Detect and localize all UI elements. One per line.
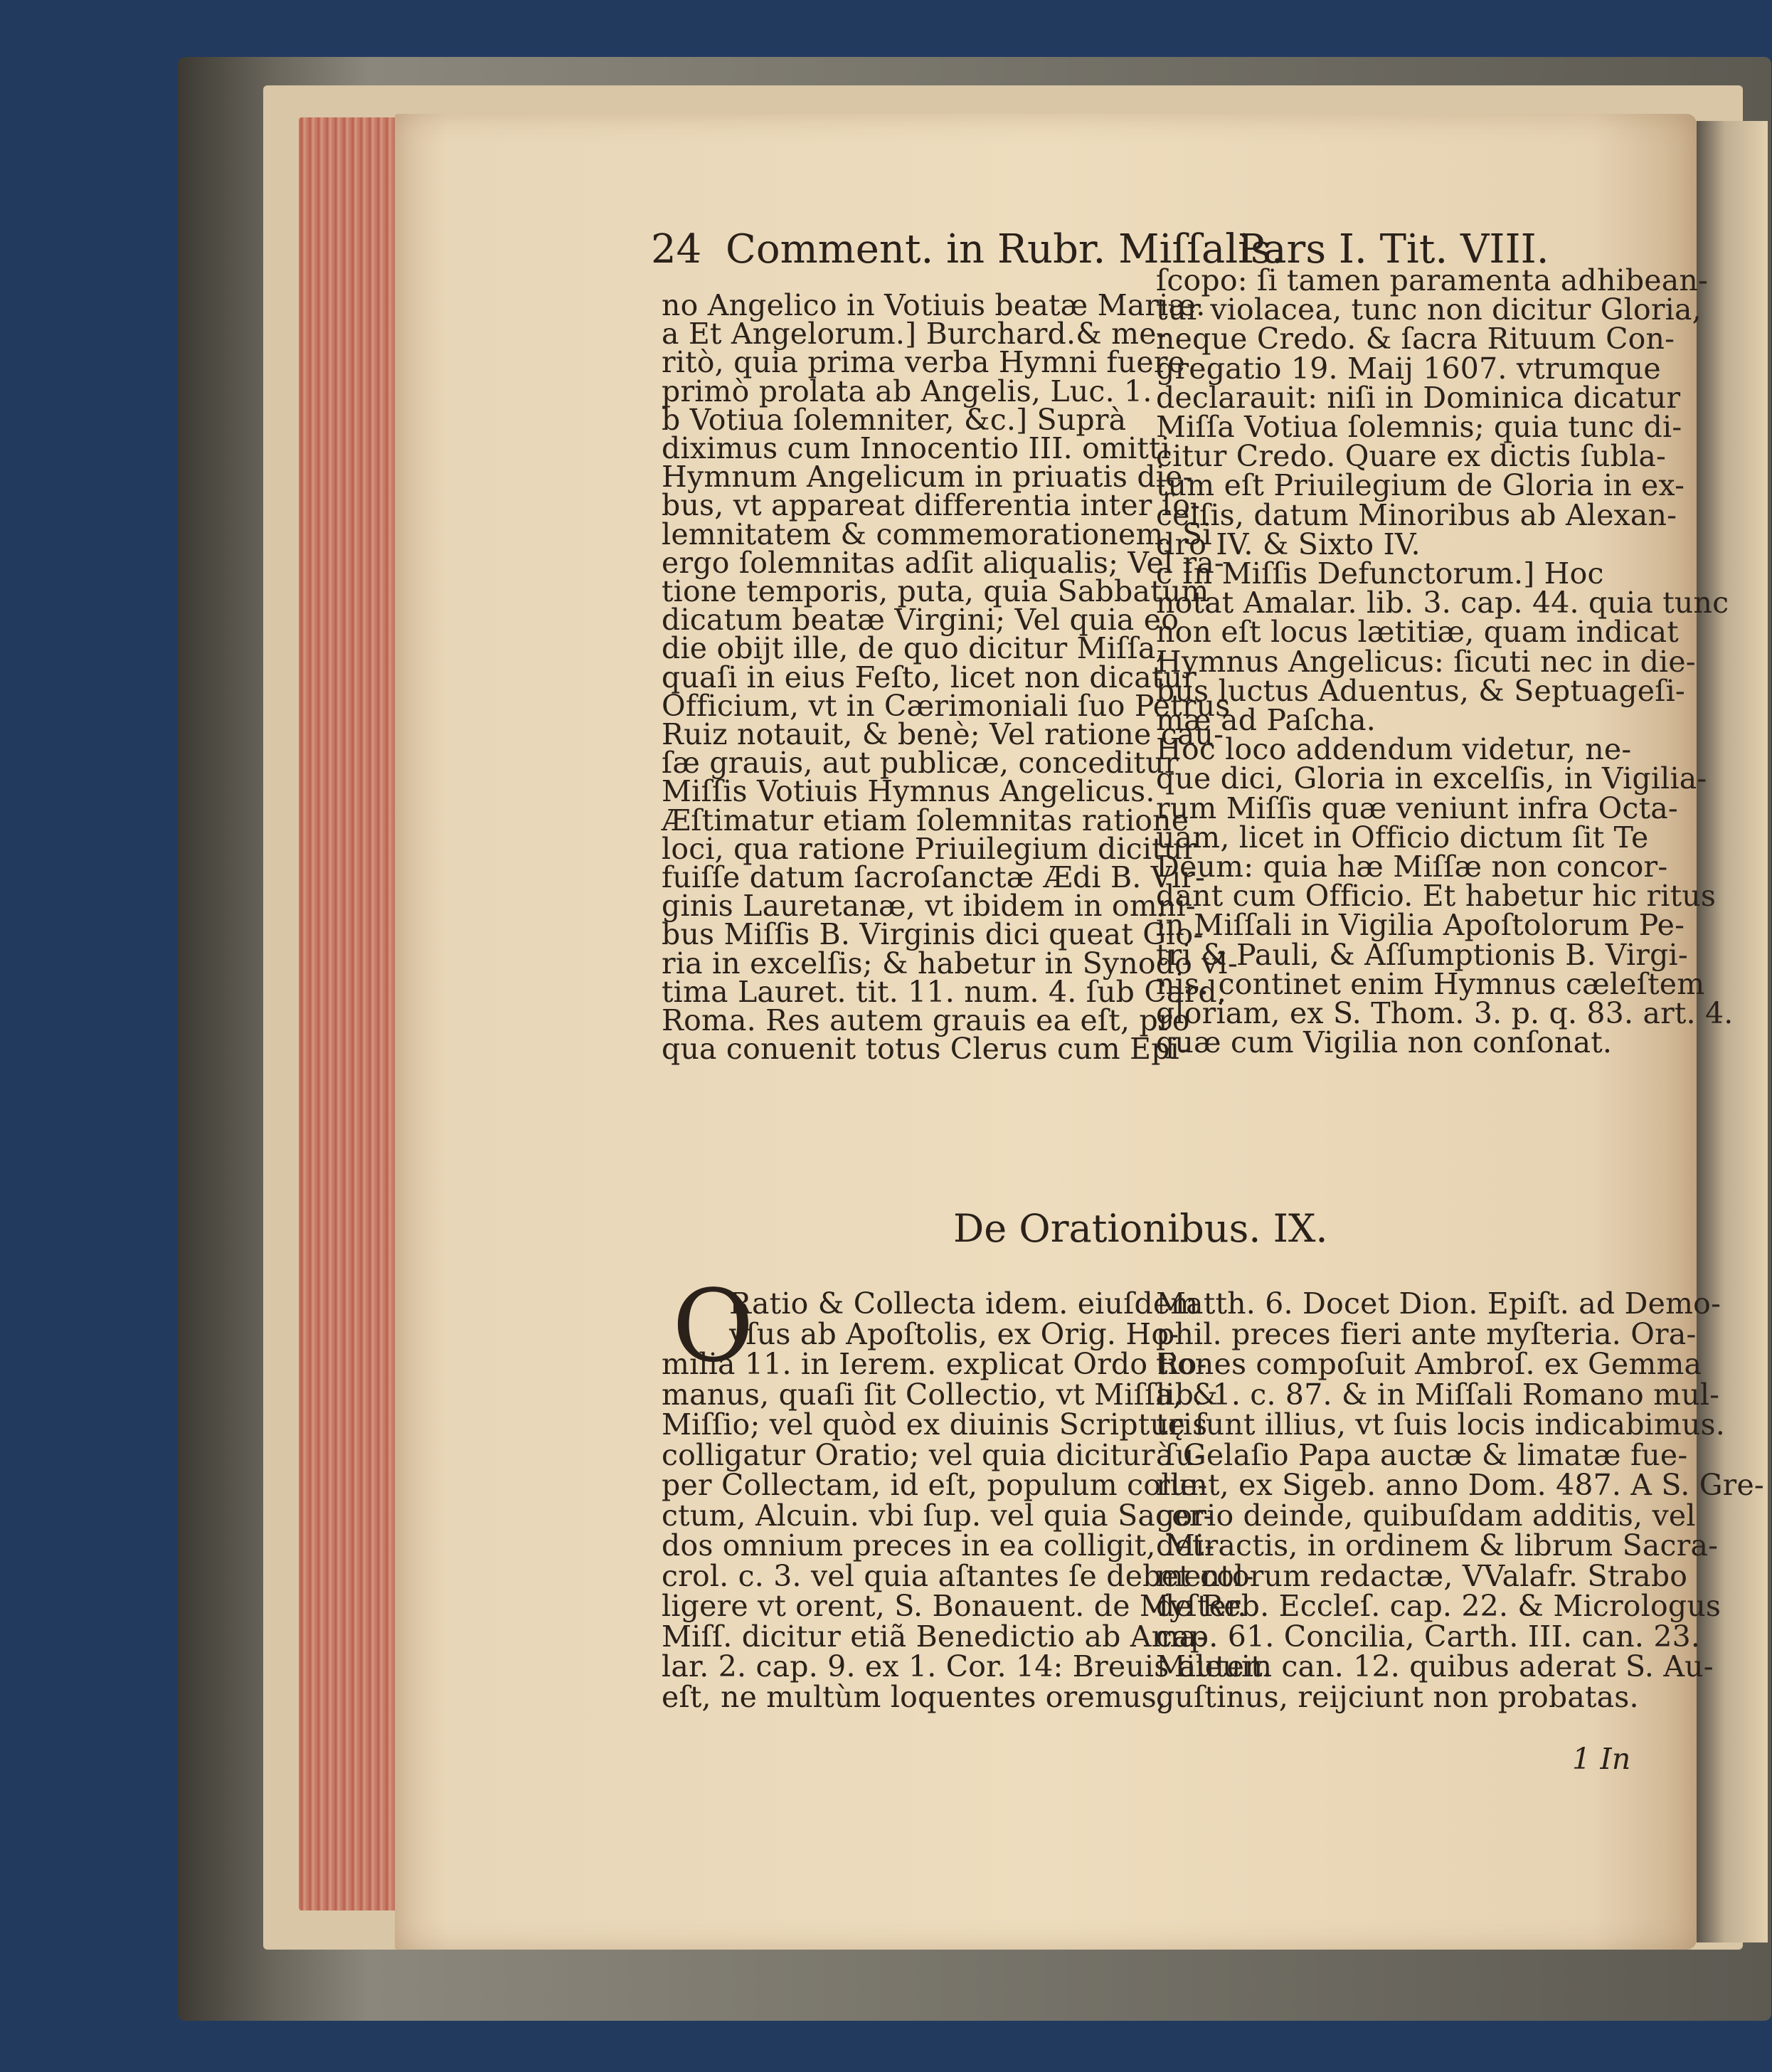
text-line: nis. continet enim Hymnus cæleſtem (1156, 966, 1705, 1001)
text-line: que dici, Gloria in excelſis, in Vigilia- (1156, 761, 1707, 796)
text-line: tum eſt Priuilegium de Gloria in ex- (1156, 468, 1685, 503)
text-line: lar. 2. cap. 9. ex 1. Cor. 14: Breuis autem (662, 1649, 1273, 1684)
text-line: Officium, vt in Cærimoniali ſuo Petrus (662, 688, 1231, 723)
text-line: qua conuenit totus Clerus cum Epi- (662, 1032, 1190, 1067)
text-line: runt, ex Sigeb. anno Dom. 487. A S. Gre- (1156, 1468, 1764, 1502)
text-line: ria in excelſis; & habetur in Synodo vl- (662, 946, 1238, 980)
text-line: fuiſſe datum ſacroſanctæ Ædi B. Vir- (662, 860, 1205, 894)
text-line: dos omnium preces in ea colligit, Mi- (662, 1528, 1215, 1563)
text-line: Matth. 6. Docet Dion. Epiſt. ad Demo- (1156, 1286, 1721, 1321)
text-line: bus Miſſis B. Virginis dici queat Glo- (662, 917, 1204, 952)
text-line: b Votiua ſolemniter, &c.] Suprà (662, 402, 1127, 437)
text-line: notat Amalar. lib. 3. cap. 44. quia tunc (1156, 586, 1729, 620)
running-title: Comment. in Rubr. Miſſalis. (726, 226, 1284, 273)
text-line: tę ſunt illius, vt ſuis locis indicabimus. (1156, 1407, 1726, 1442)
text-line: tri & Pauli, & Aſſumptionis B. Virgi- (1156, 937, 1688, 972)
text-line: diximus cum Innocentio III. omitti (662, 431, 1171, 465)
page-number: 24 (651, 226, 702, 273)
text-line: a Et Angelorum.] Burchard.& me- (662, 317, 1167, 352)
text-line: detractis, in ordinem & librum Sacra- (1156, 1528, 1719, 1563)
text-line: Mileuit. can. 12. quibus aderat S. Au- (1156, 1649, 1714, 1684)
text-line: gregatio 19. Maij 1607. vtrumque (1156, 351, 1661, 386)
text-line: manus, quaſi ſit Collectio, vt Miſſa, & (662, 1377, 1219, 1412)
text-line: ligere vt orent, S. Bonauent. de Myſter. (662, 1589, 1247, 1623)
text-line: tima Lauret. tit. 11. num. 4. ſub Card. (662, 974, 1227, 1009)
text-line: Miſſio; vel quòd ex diuinis Scripturis (662, 1407, 1208, 1442)
text-line: celſis, datum Minoribus ab Alexan- (1156, 497, 1677, 532)
text-line: tur violacea, tunc non dicitur Gloria, (1156, 292, 1702, 327)
part-title: Pars I. Tit. VIII. (1238, 226, 1549, 273)
text-line: loci, qua ratione Priuilegium dicitur (662, 831, 1197, 866)
text-line: mentorum redactæ, VValafr. Strabo (1156, 1558, 1688, 1593)
text-line: mæ ad Paſcha. (1156, 703, 1376, 737)
text-line: primò prolata ab Angelis, Luc. 1. (662, 374, 1152, 408)
text-line: ritò, quia prima verba Hymni fuere (662, 345, 1186, 380)
text-line: gloriam, ex S. Thom. 3. p. q. 83. art. 4. (1156, 996, 1734, 1030)
text-line: colligatur Oratio; vel quia dicitur ſu- (662, 1437, 1204, 1472)
section-title: De Orationibus. IX. (953, 1206, 1328, 1251)
text-line: rum Miſſis quæ veniunt infra Octa- (1156, 791, 1678, 825)
text-line: dant cum Officio. Et habetur hic ritus (1156, 879, 1717, 914)
text-line: tione temporis, puta, quia Sabbatum (662, 574, 1209, 608)
text-line: non eſt locus lætitiæ, quam indicat (1156, 615, 1679, 650)
text-line: per Collectam, id eſt, populum colle- (662, 1468, 1208, 1502)
text-line: lemnitatem & commemorationem. Si (662, 517, 1212, 551)
text-line: c In Miſſis Defunctorum.] Hoc (1156, 556, 1604, 591)
text-line: uam, licet in Officio dictum ſit Te (1156, 820, 1649, 855)
text-line: Hymnum Angelicum in priuatis die- (662, 460, 1193, 495)
text-line: ſæ grauis, aut publicæ, conceditur (662, 746, 1179, 781)
text-line: Miſſa Votiua ſolemnis; quia tunc di- (1156, 410, 1682, 444)
text-line: citur Credo. Quare ex dictis ſubla- (1156, 439, 1667, 474)
text-line: Deum: quia hæ Miſſæ non concor- (1156, 850, 1668, 884)
text-line: cap. 61. Concilia, Carth. III. can. 23. (1156, 1619, 1701, 1654)
text-line: lib. 1. c. 87. & in Miſſali Romano mul- (1156, 1377, 1720, 1412)
text-line: milia 11. in Ierem. explicat Ordo Ro- (662, 1347, 1207, 1381)
drop-cap: O (672, 1269, 754, 1385)
text-line: neque Credo. & ſacra Rituum Con- (1156, 322, 1675, 356)
text-line: bus luctus Aduentus, & Septuageſi- (1156, 673, 1685, 708)
text-line: quaſi in eius Feſto, licet non dicatur (662, 660, 1197, 694)
text-line: Ruiz notauit, & benè; Vel ratione cau- (662, 717, 1224, 751)
text-line: tiones compoſuit Ambroſ. ex Gemma (1156, 1347, 1702, 1381)
text-line: phil. preces fieri ante myſteria. Ora- (1156, 1316, 1697, 1351)
red-page-edge (299, 117, 402, 1910)
text-line: Miſſis Votiuis Hymnus Angelicus. (662, 774, 1155, 809)
text-line: crol. c. 3. vel quia aſtantes ſe debet col- (662, 1558, 1254, 1593)
catchword: 1 In (1572, 1742, 1631, 1776)
text-line: vſus ab Apoſtolis, ex Orig. Ho- (729, 1316, 1179, 1351)
text-line: in Miſſali in Vigilia Apoſtolorum Pe- (1156, 908, 1685, 943)
text-line: ſcopo: ſi tamen paramenta adhibean- (1156, 263, 1709, 297)
text-line: Miſſ. dicitur etiã Benedictio ab Ama- (662, 1619, 1207, 1654)
text-line: declarauit: niſi in Dominica dicatur (1156, 380, 1681, 415)
text-line: Æſtimatur etiam ſolemnitas ratione (662, 803, 1189, 837)
text-line: de Reb. Eccleſ. cap. 22. & Micrologus (1156, 1589, 1721, 1623)
text-line: eſt, ne multùm loquentes oremus, (662, 1679, 1167, 1714)
text-line: Hoc loco addendum videtur, ne- (1156, 732, 1632, 767)
text-line: guſtinus, reijciunt non probatas. (1156, 1679, 1639, 1714)
text-line: gorio deinde, quibuſdam additis, vel (1156, 1498, 1696, 1533)
text-line: die obijt ille, de quo dicitur Miſſa, (662, 631, 1165, 666)
text-line: quæ cum Vigilia non conſonat. (1156, 1025, 1613, 1060)
text-line: ergo ſolemnitas adſit aliqualis; Vel ra- (662, 545, 1224, 580)
text-line: ctum, Alcuin. vbi ſup. vel quia Sacer- (662, 1498, 1214, 1533)
text-line: no Angelico in Votiuis beatæ Mariæ. (662, 288, 1206, 322)
text-line: bus, vt appareat differentia inter ſo- (662, 488, 1201, 523)
text-line: Hymnus Angelicus: ſicuti nec in die- (1156, 644, 1696, 679)
text-line: dicatum beatæ Virgini; Vel quia eo (662, 603, 1179, 638)
text-line: Ratio & Collecta idem. eiuſdem (729, 1286, 1199, 1321)
text-line: Roma. Res autem grauis ea eſt, pro (662, 1003, 1190, 1037)
text-line: dro IV. & Sixto IV. (1156, 527, 1421, 561)
text-line: ginis Lauretanæ, vt ibidem in omni- (662, 889, 1196, 924)
text-line: à Gelaſio Papa auctæ & limatæ fue- (1156, 1437, 1688, 1472)
